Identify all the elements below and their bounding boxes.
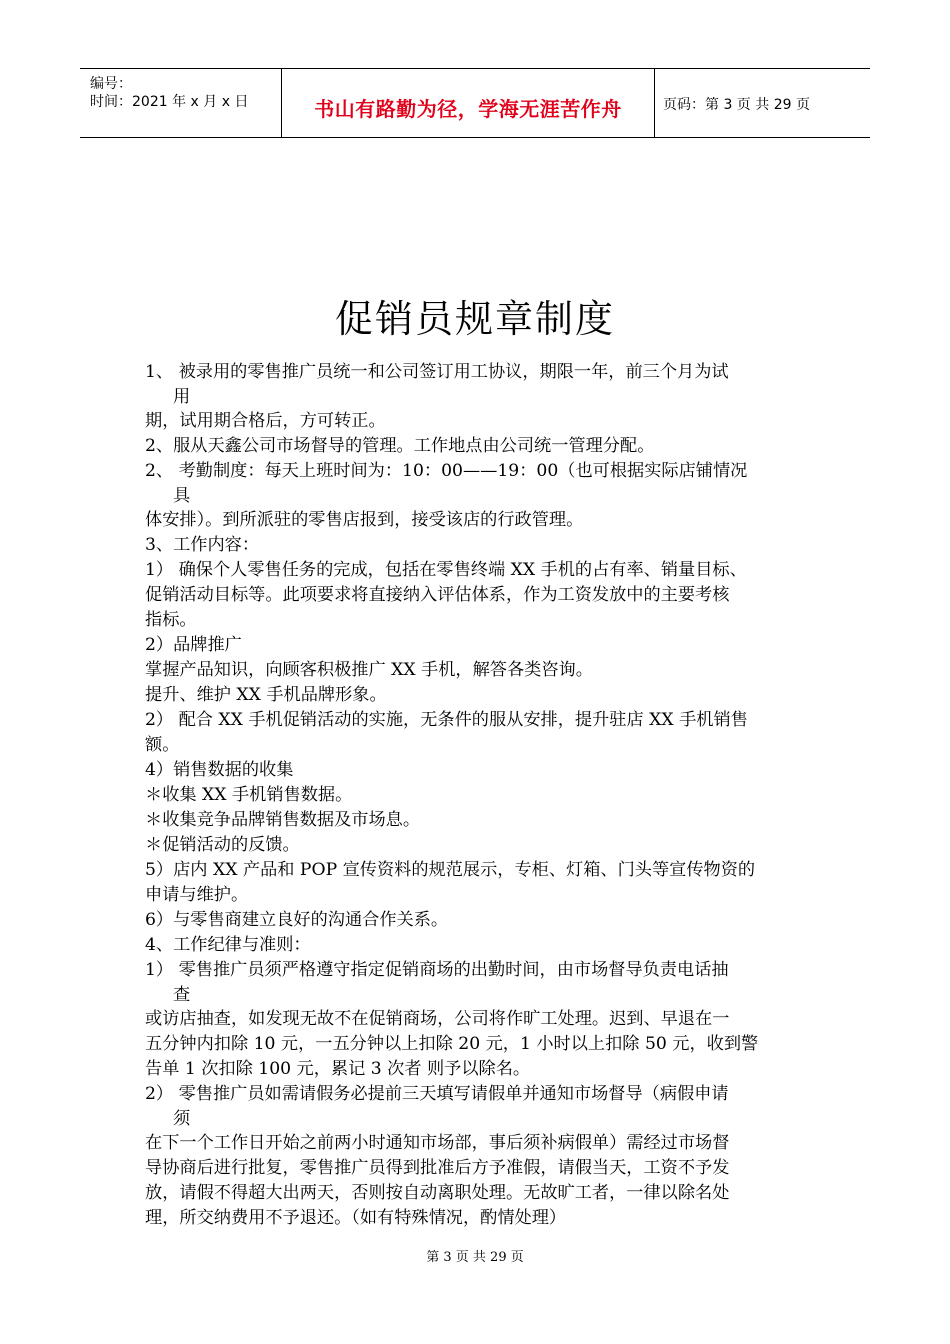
page-footer-number: 第 3 页 共 29 页	[426, 1250, 524, 1265]
body-line: ＊收集 XX 手机销售数据。	[145, 785, 353, 805]
body-line: 五分钟内扣除 10 元，一五分钟以上扣除 20 元，1 小时以上扣除 50 元，收到警	[145, 1034, 759, 1054]
body-line: 6）与零售商建立良好的沟通合作关系。	[145, 910, 449, 930]
body-line: 告单 1 次扣除 100 元，累记 3 次者 则予以除名。	[145, 1059, 531, 1079]
body-line: 4）销售数据的收集	[145, 760, 294, 780]
body-line: 2、服从天鑫公司市场督导的管理。工作地点由公司统一管理分配。	[145, 436, 655, 456]
body-line: 放，请假不得超大出两天，否则按自动离职处理。无故旷工者，一律以除名处	[145, 1183, 730, 1203]
page-header	[80, 68, 870, 138]
body-line: 体安排）。到所派驻的零售店报到，接受该店的行政管理。	[145, 510, 584, 530]
body-line: 1） 零售推广员须严格遵守指定促销商场的出勤时间，由市场督导负责电话抽	[145, 960, 729, 980]
header-motto: 书山有路勤为径，学海无涯苦作舟	[314, 97, 622, 121]
body-line: 具	[173, 486, 191, 506]
header-info-cell	[80, 69, 282, 137]
body-line: 3、工作内容：	[145, 535, 260, 555]
body-line: 导协商后进行批复，零售推广员得到批准后方予准假，请假当天，工资不予发	[145, 1158, 730, 1178]
body-line: 2、 考勤制度：每天上班时间为：10：00——19：00（也可根据实际店铺情况	[145, 461, 748, 481]
body-line: 理，所交纳费用不予退还。（如有特殊情况，酌情处理）	[145, 1208, 567, 1228]
header-page-number: 页码：第 3 页 共 29 页	[663, 97, 810, 113]
body-line: 掌握产品知识，向顾客积极推广 XX 手机，解答各类咨询。	[145, 660, 593, 680]
body-line: 用	[173, 387, 191, 407]
header-motto-cell	[282, 69, 655, 137]
body-line: 申请与维护。	[145, 885, 249, 905]
body-line: 4、工作纪律与准则：	[145, 935, 311, 955]
body-line: 须	[173, 1109, 191, 1129]
header-page-cell	[655, 69, 870, 137]
body-line: 查	[173, 985, 191, 1005]
body-line: 2） 零售推广员如需请假务必提前三天填写请假单并通知市场督导（病假申请	[145, 1084, 729, 1104]
body-line: 5）店内 XX 产品和 POP 宣传资料的规范展示，专柜、灯箱、门头等宣传物资的	[145, 860, 756, 880]
document-title: 促销员规章制度	[334, 297, 615, 341]
body-line: 2）品牌推广	[145, 635, 242, 655]
body-line: 1、 被录用的零售推广员统一和公司签订用工协议，期限一年，前三个月为试	[145, 362, 729, 382]
body-line: 指标。	[145, 610, 197, 630]
body-line: 在下一个工作日开始之前两小时通知市场部，事后须补病假单）需经过市场督	[145, 1133, 730, 1153]
document-body	[145, 360, 810, 1231]
body-line: 期，试用期合格后，方可转正。	[145, 411, 386, 431]
document-date-label: 时间：2021 年 x 月 x 日	[90, 94, 249, 110]
document-number-label: 编号：	[90, 76, 132, 92]
body-line: 或访店抽查，如发现无故不在促销商场，公司将作旷工处理。迟到、早退在一	[145, 1009, 730, 1029]
body-line: 1） 确保个人零售任务的完成，包括在零售终端 XX 手机的占有率、销量目标、	[145, 560, 747, 580]
body-line: 促销活动目标等。此项要求将直接纳入评估体系，作为工资发放中的主要考核	[145, 585, 730, 605]
body-line: ＊收集竞争品牌销售数据及市场息。	[145, 810, 421, 830]
body-line: ＊促销活动的反馈。	[145, 835, 300, 855]
body-line: 额。	[145, 735, 180, 755]
body-line: 提升、维护 XX 手机品牌形象。	[145, 685, 387, 705]
body-line: 2） 配合 XX 手机促销活动的实施，无条件的服从安排，提升驻店 XX 手机销售	[145, 710, 748, 730]
